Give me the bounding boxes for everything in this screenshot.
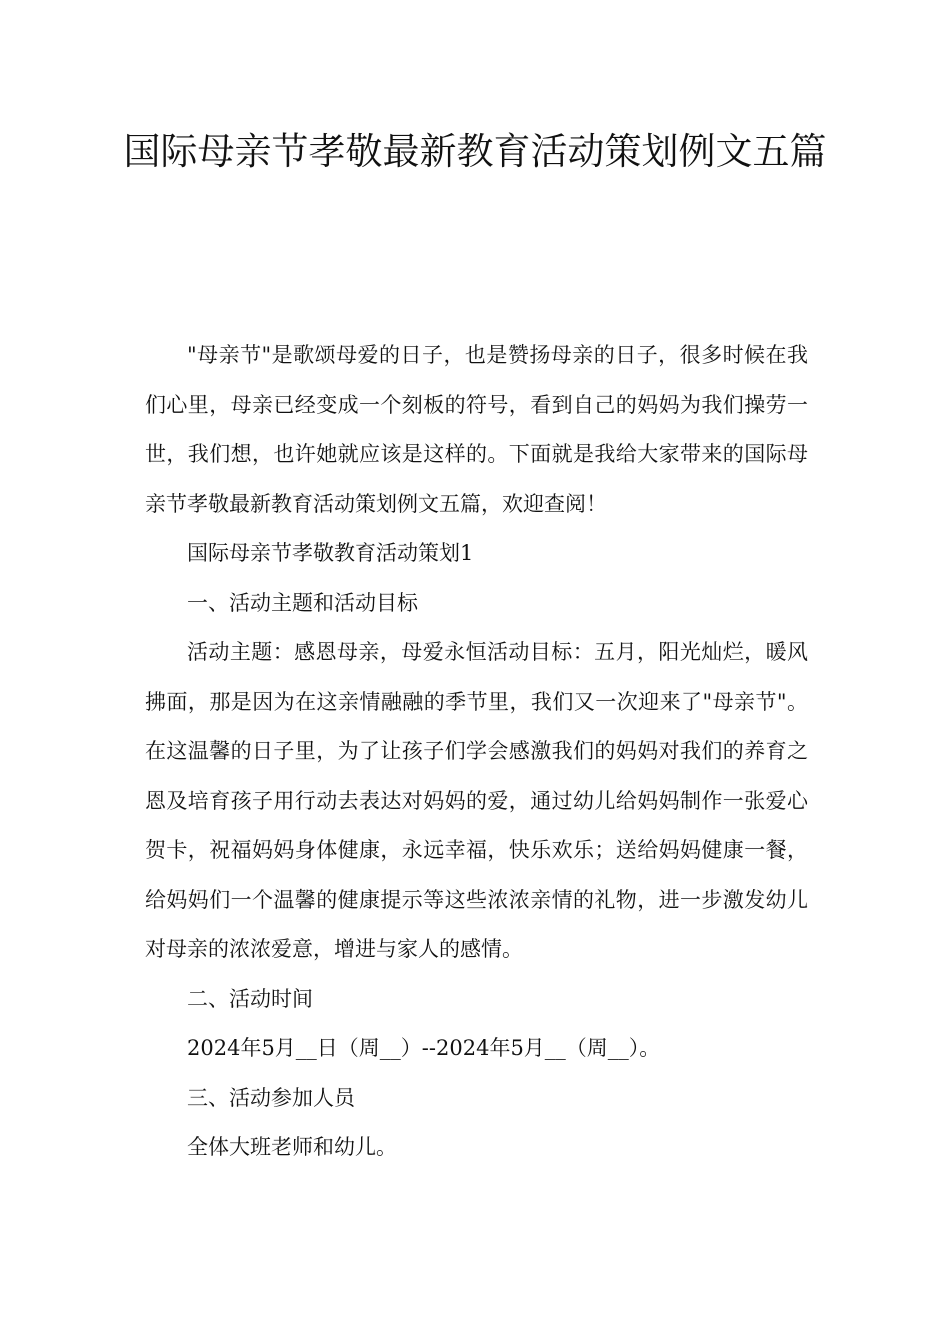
activity-time-paragraph: 2024年5月__日（周__）--2024年5月__（周__）。 (187, 1036, 661, 1060)
document-title: 国际母亲节孝敬最新教育活动策划例文五篇 (123, 130, 827, 173)
participants-paragraph: 全体大班老师和幼儿。 (187, 1135, 397, 1159)
heading-activity-time: 二、活动时间 (187, 986, 313, 1011)
document-body (145, 331, 808, 1173)
heading-theme-and-goal: 一、活动主题和活动目标 (187, 590, 418, 615)
intro-paragraph: "母亲节"是歌颂母爱的日子，也是赞扬母亲的日子，很多时候在我们心里，母亲已经变成一个刻板的符号，看到自己的妈妈为我们操劳一世，我们想，也许她就应该是这样的。下面就是我给大家带来的国际母亲节孝敬最新教育活动策划例文五篇，欢迎查阅！ (145, 343, 808, 516)
heading-participants: 三、活动参加人员 (187, 1085, 355, 1110)
theme-goal-paragraph: 活动主题：感恩母亲，母爱永恒活动目标：五月，阳光灿烂，暖风拂面，那是因为在这亲情融融的季节里，我们又一次迎来了"母亲节"。在这温馨的日子里，为了让孩子们学会感激我们的妈妈对我们的养育之恩及培育孩子用行动去表达对妈妈的爱，通过幼儿给妈妈制作一张爱心贺卡，祝福妈妈身体健康，永远幸福，快乐欢乐；送给妈妈健康一餐，给妈妈们一个温馨的健康提示等这些浓浓亲情的礼物，进一步激发幼儿对母亲的浓浓爱意，增进与家人的感情。 (145, 640, 808, 961)
section-title-plan-1: 国际母亲节孝敬教育活动策划1 (187, 541, 474, 565)
